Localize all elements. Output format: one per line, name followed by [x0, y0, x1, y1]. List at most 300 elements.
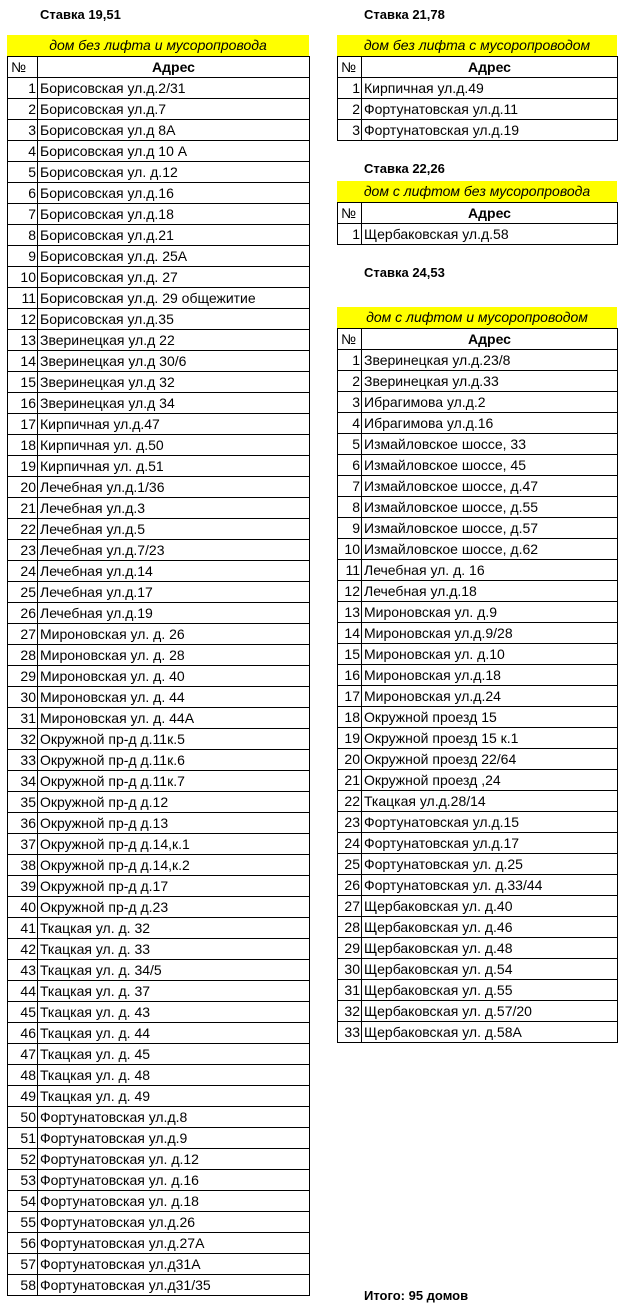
row-number: 28 [8, 645, 38, 666]
table-row [8, 225, 310, 246]
category-left: дом без лифта и мусоропровода [7, 35, 309, 56]
row-address: Фортунатовская ул.д31/35 [38, 1275, 310, 1296]
row-number: 19 [8, 456, 38, 477]
row-number: 35 [8, 792, 38, 813]
row-address: Фортунатовская ул.д.8 [38, 1107, 310, 1128]
rate-title-r3: Ставка 24,53 [364, 265, 445, 280]
row-address: Измайловское шоссе, д.47 [362, 476, 618, 497]
table-row [8, 1170, 310, 1191]
row-number: 12 [8, 309, 38, 330]
table-row [338, 980, 618, 1001]
row-address: Щербаковская ул. д.55 [362, 980, 618, 1001]
row-address: Зверинецкая ул.д 22 [38, 330, 310, 351]
table-row [8, 1212, 310, 1233]
row-number: 6 [338, 455, 362, 476]
row-number: 30 [8, 687, 38, 708]
row-address: Ткацкая ул. д. 49 [38, 1086, 310, 1107]
row-number: 23 [338, 812, 362, 833]
table-row [8, 456, 310, 477]
row-address: Фортунатовская ул.д.19 [362, 120, 618, 141]
row-address: Щербаковская ул. д.57/20 [362, 1001, 618, 1022]
row-address: Фортунатовская ул.д.17 [362, 833, 618, 854]
row-number: 33 [338, 1022, 362, 1043]
row-number: 3 [338, 392, 362, 413]
row-address: Борисовская ул. д.12 [38, 162, 310, 183]
row-number: 45 [8, 1002, 38, 1023]
table-row [8, 855, 310, 876]
row-number: 47 [8, 1044, 38, 1065]
table-row [8, 813, 310, 834]
row-address: Борисовская ул.д.18 [38, 204, 310, 225]
row-number: 11 [338, 560, 362, 581]
row-number: 10 [338, 539, 362, 560]
table-row [338, 644, 618, 665]
table-row [8, 1275, 310, 1296]
row-address: Лечебная ул.д.1/36 [38, 477, 310, 498]
row-address: Щербаковская ул. д.46 [362, 917, 618, 938]
table-row [338, 497, 618, 518]
row-address: Окружной пр-д д.14,к.1 [38, 834, 310, 855]
row-number: 22 [8, 519, 38, 540]
row-number: 50 [8, 1107, 38, 1128]
row-number: 18 [8, 435, 38, 456]
table-row [8, 1128, 310, 1149]
table-row [8, 204, 310, 225]
row-number: 7 [338, 476, 362, 497]
row-number: 12 [338, 581, 362, 602]
row-number: 11 [8, 288, 38, 309]
row-address: Кирпичная ул.д.47 [38, 414, 310, 435]
row-address: Мироновская ул. д.9 [362, 602, 618, 623]
table-row [8, 960, 310, 981]
row-address: Щербаковская ул. д.48 [362, 938, 618, 959]
row-address: Фортунатовская ул. д.12 [38, 1149, 310, 1170]
table-row [338, 78, 618, 99]
row-number: 10 [8, 267, 38, 288]
row-number: 9 [8, 246, 38, 267]
row-number: 53 [8, 1170, 38, 1191]
row-address: Лечебная ул. д. 16 [362, 560, 618, 581]
table-row [338, 1001, 618, 1022]
row-address: Ибрагимова ул.д.2 [362, 392, 618, 413]
row-number: 4 [338, 413, 362, 434]
row-number: 21 [338, 770, 362, 791]
table-row [338, 749, 618, 770]
table-row [338, 371, 618, 392]
table-row [338, 120, 618, 141]
row-address: Лечебная ул.д.7/23 [38, 540, 310, 561]
row-address: Измайловское шоссе, 33 [362, 434, 618, 455]
row-number: 2 [338, 99, 362, 120]
row-number: 5 [338, 434, 362, 455]
row-number: 17 [338, 686, 362, 707]
table-row [8, 1233, 310, 1254]
row-number: 9 [338, 518, 362, 539]
row-address: Зверинецкая ул.д.33 [362, 371, 618, 392]
table-row [8, 540, 310, 561]
row-address: Измайловское шоссе, д.57 [362, 518, 618, 539]
row-address: Окружной проезд ,24 [362, 770, 618, 791]
table-row [8, 120, 310, 141]
table-row [8, 918, 310, 939]
row-number: 30 [338, 959, 362, 980]
row-address: Измайловское шоссе, д.55 [362, 497, 618, 518]
table-row [8, 582, 310, 603]
row-address: Окружной пр-д д.11к.7 [38, 771, 310, 792]
header-address: Адрес [362, 57, 618, 78]
row-address: Лечебная ул.д.17 [38, 582, 310, 603]
table-row [8, 162, 310, 183]
rate-title-r2: Ставка 22,26 [364, 161, 445, 176]
table-row [8, 939, 310, 960]
row-address: Фортунатовская ул. д.16 [38, 1170, 310, 1191]
address-table-r3 [337, 328, 618, 1043]
category-r1: дом без лифта с мусоропроводом [337, 35, 617, 56]
row-address: Зверинецкая ул.д 32 [38, 372, 310, 393]
table-row [8, 750, 310, 771]
row-address: Щербаковская ул. д.54 [362, 959, 618, 980]
row-address: Фортунатовская ул.д.27А [38, 1233, 310, 1254]
table-row [8, 876, 310, 897]
row-number: 34 [8, 771, 38, 792]
row-number: 5 [8, 162, 38, 183]
row-address: Мироновская ул.д.24 [362, 686, 618, 707]
row-number: 54 [8, 1191, 38, 1212]
row-address: Окружной проезд 22/64 [362, 749, 618, 770]
table-row [338, 476, 618, 497]
header-number: № [338, 329, 362, 350]
table-row [8, 645, 310, 666]
row-address: Лечебная ул.д.5 [38, 519, 310, 540]
row-address: Кирпичная ул. д.50 [38, 435, 310, 456]
row-number: 21 [8, 498, 38, 519]
row-address: Щербаковская ул. д.58А [362, 1022, 618, 1043]
row-number: 1 [8, 78, 38, 99]
row-number: 20 [8, 477, 38, 498]
category-r3: дом с лифтом и мусоропроводом [337, 307, 617, 328]
table-row [8, 1254, 310, 1275]
table-row [8, 498, 310, 519]
table-row [338, 434, 618, 455]
row-number: 25 [8, 582, 38, 603]
row-address: Мироновская ул. д. 28 [38, 645, 310, 666]
table-row [338, 938, 618, 959]
row-address: Зверинецкая ул.д.23/8 [362, 350, 618, 371]
row-address: Борисовская ул.д. 29 общежитие [38, 288, 310, 309]
table-row [8, 729, 310, 750]
row-address: Окружной проезд 15 к.1 [362, 728, 618, 749]
total-count: Итого: 95 домов [364, 1288, 469, 1303]
row-address: Борисовская ул.д.21 [38, 225, 310, 246]
row-address: Мироновская ул.д.9/28 [362, 623, 618, 644]
row-address: Ткацкая ул. д. 43 [38, 1002, 310, 1023]
row-number: 1 [338, 78, 362, 99]
table-row [338, 833, 618, 854]
rate-title-left: Ставка 19,51 [40, 7, 121, 22]
row-address: Лечебная ул.д.14 [38, 561, 310, 582]
row-address: Фортунатовская ул. д.18 [38, 1191, 310, 1212]
row-number: 17 [8, 414, 38, 435]
row-address: Кирпичная ул. д.51 [38, 456, 310, 477]
table-row [8, 519, 310, 540]
row-number: 23 [8, 540, 38, 561]
table-row [8, 1044, 310, 1065]
row-address: Борисовская ул.д.7 [38, 99, 310, 120]
row-address: Фортунатовская ул.д.15 [362, 812, 618, 833]
row-address: Ткацкая ул. д. 37 [38, 981, 310, 1002]
table-row [338, 707, 618, 728]
row-number: 22 [338, 791, 362, 812]
row-number: 49 [8, 1086, 38, 1107]
header-address: Адрес [362, 203, 618, 224]
row-number: 14 [338, 623, 362, 644]
row-address: Борисовская ул.д.2/31 [38, 78, 310, 99]
table-row [8, 309, 310, 330]
row-address: Лечебная ул.д.18 [362, 581, 618, 602]
row-number: 32 [338, 1001, 362, 1022]
row-number: 31 [338, 980, 362, 1001]
row-address: Мироновская ул. д. 40 [38, 666, 310, 687]
table-row [8, 99, 310, 120]
row-address: Фортунатовская ул.д31А [38, 1254, 310, 1275]
table-row [8, 246, 310, 267]
table-row [8, 393, 310, 414]
row-number: 37 [8, 834, 38, 855]
row-number: 8 [338, 497, 362, 518]
table-row [338, 392, 618, 413]
row-number: 55 [8, 1212, 38, 1233]
table-row [338, 99, 618, 120]
row-address: Лечебная ул.д.3 [38, 498, 310, 519]
header-number: № [338, 203, 362, 224]
row-number: 43 [8, 960, 38, 981]
table-row [8, 603, 310, 624]
table-row [338, 602, 618, 623]
row-address: Лечебная ул.д.19 [38, 603, 310, 624]
row-number: 51 [8, 1128, 38, 1149]
row-number: 28 [338, 917, 362, 938]
row-number: 2 [8, 99, 38, 120]
row-address: Ибрагимова ул.д.16 [362, 413, 618, 434]
table-row [338, 581, 618, 602]
row-address: Мироновская ул. д. 44А [38, 708, 310, 729]
row-number: 19 [338, 728, 362, 749]
table-row [8, 78, 310, 99]
row-number: 7 [8, 204, 38, 225]
table-row [338, 686, 618, 707]
table-row [8, 561, 310, 582]
table-row [8, 435, 310, 456]
table-row [8, 288, 310, 309]
table-row [338, 875, 618, 896]
table-row [338, 224, 618, 245]
table-row [338, 770, 618, 791]
row-number: 16 [8, 393, 38, 414]
row-number: 56 [8, 1233, 38, 1254]
row-address: Фортунатовская ул.д.9 [38, 1128, 310, 1149]
row-number: 31 [8, 708, 38, 729]
header-number: № [338, 57, 362, 78]
row-address: Окружной пр-д д.13 [38, 813, 310, 834]
row-number: 42 [8, 939, 38, 960]
row-address: Мироновская ул. д. 26 [38, 624, 310, 645]
table-row [8, 981, 310, 1002]
row-number: 32 [8, 729, 38, 750]
row-number: 13 [338, 602, 362, 623]
table-row [8, 141, 310, 162]
row-number: 29 [8, 666, 38, 687]
row-address: Фортунатовская ул. д.33/44 [362, 875, 618, 896]
row-address: Зверинецкая ул.д 34 [38, 393, 310, 414]
table-row [338, 896, 618, 917]
row-address: Борисовская ул.д 10 А [38, 141, 310, 162]
category-r2: дом с лифтом без мусоропровода [337, 181, 617, 202]
row-address: Мироновская ул. д. 44 [38, 687, 310, 708]
row-number: 46 [8, 1023, 38, 1044]
row-address: Борисовская ул.д. 25А [38, 246, 310, 267]
row-address: Окружной пр-д д.14,к.2 [38, 855, 310, 876]
table-row [8, 1191, 310, 1212]
row-number: 6 [8, 183, 38, 204]
table-row [8, 834, 310, 855]
table-row [338, 917, 618, 938]
table-row [338, 623, 618, 644]
row-number: 16 [338, 665, 362, 686]
row-address: Ткацкая ул. д. 34/5 [38, 960, 310, 981]
address-table-r1 [337, 56, 618, 141]
row-address: Щербаковская ул. д.40 [362, 896, 618, 917]
row-address: Ткацкая ул. д. 44 [38, 1023, 310, 1044]
row-number: 48 [8, 1065, 38, 1086]
table-row [338, 854, 618, 875]
row-number: 18 [338, 707, 362, 728]
row-address: Ткацкая ул. д. 33 [38, 939, 310, 960]
table-row [338, 959, 618, 980]
row-number: 24 [8, 561, 38, 582]
address-table-left [7, 56, 310, 1296]
row-number: 40 [8, 897, 38, 918]
table-row [8, 183, 310, 204]
row-number: 3 [338, 120, 362, 141]
row-number: 1 [338, 224, 362, 245]
table-row [338, 560, 618, 581]
table-row [8, 624, 310, 645]
table-row [338, 665, 618, 686]
table-row [338, 791, 618, 812]
row-address: Окружной пр-д д.11к.6 [38, 750, 310, 771]
table-row [338, 539, 618, 560]
row-number: 27 [8, 624, 38, 645]
row-number: 38 [8, 855, 38, 876]
row-number: 58 [8, 1275, 38, 1296]
row-address: Окружной пр-д д.17 [38, 876, 310, 897]
table-row [338, 413, 618, 434]
table-row [338, 1022, 618, 1043]
row-number: 14 [8, 351, 38, 372]
table-row [8, 897, 310, 918]
row-number: 20 [338, 749, 362, 770]
row-number: 2 [338, 371, 362, 392]
row-address: Борисовская ул.д.35 [38, 309, 310, 330]
row-address: Фортунатовская ул. д.25 [362, 854, 618, 875]
row-number: 4 [8, 141, 38, 162]
table-row [8, 1107, 310, 1128]
row-address: Мироновская ул.д.18 [362, 665, 618, 686]
row-address: Борисовская ул.д 8А [38, 120, 310, 141]
row-number: 13 [8, 330, 38, 351]
row-address: Окружной пр-д д.23 [38, 897, 310, 918]
table-row [8, 1023, 310, 1044]
table-row [8, 477, 310, 498]
table-row [8, 687, 310, 708]
table-row [8, 792, 310, 813]
row-address: Измайловское шоссе, д.62 [362, 539, 618, 560]
row-address: Окружной пр-д д.12 [38, 792, 310, 813]
table-row [338, 812, 618, 833]
row-address: Окружной пр-д д.11к.5 [38, 729, 310, 750]
row-address: Окружной проезд 15 [362, 707, 618, 728]
row-number: 41 [8, 918, 38, 939]
row-number: 1 [338, 350, 362, 371]
row-address: Измайловское шоссе, 45 [362, 455, 618, 476]
row-address: Кирпичная ул.д.49 [362, 78, 618, 99]
table-row [8, 414, 310, 435]
header-address: Адрес [362, 329, 618, 350]
table-row [8, 351, 310, 372]
table-row [8, 1065, 310, 1086]
address-table-r2 [337, 202, 618, 245]
table-row [8, 708, 310, 729]
row-address: Зверинецкая ул.д 30/6 [38, 351, 310, 372]
table-row [8, 666, 310, 687]
row-address: Ткацкая ул. д. 32 [38, 918, 310, 939]
row-number: 29 [338, 938, 362, 959]
row-number: 52 [8, 1149, 38, 1170]
rate-title-r1: Ставка 21,78 [364, 7, 445, 22]
row-address: Фортунатовская ул.д.26 [38, 1212, 310, 1233]
row-address: Борисовская ул.д. 27 [38, 267, 310, 288]
row-number: 36 [8, 813, 38, 834]
row-number: 15 [338, 644, 362, 665]
row-address: Фортунатовская ул.д.11 [362, 99, 618, 120]
row-number: 25 [338, 854, 362, 875]
header-address: Адрес [38, 57, 310, 78]
table-row [8, 1086, 310, 1107]
table-row [8, 771, 310, 792]
row-address: Ткацкая ул. д. 48 [38, 1065, 310, 1086]
row-number: 27 [338, 896, 362, 917]
row-number: 39 [8, 876, 38, 897]
row-number: 44 [8, 981, 38, 1002]
row-address: Ткацкая ул. д. 45 [38, 1044, 310, 1065]
row-number: 3 [8, 120, 38, 141]
table-row [338, 728, 618, 749]
table-row [338, 350, 618, 371]
row-address: Мироновская ул. д.10 [362, 644, 618, 665]
table-row [8, 1002, 310, 1023]
row-number: 26 [338, 875, 362, 896]
table-row [8, 1149, 310, 1170]
header-number: № [8, 57, 38, 78]
row-number: 33 [8, 750, 38, 771]
table-row [338, 518, 618, 539]
table-row [8, 267, 310, 288]
row-address: Борисовская ул.д.16 [38, 183, 310, 204]
row-number: 15 [8, 372, 38, 393]
row-number: 57 [8, 1254, 38, 1275]
row-number: 26 [8, 603, 38, 624]
row-number: 24 [338, 833, 362, 854]
